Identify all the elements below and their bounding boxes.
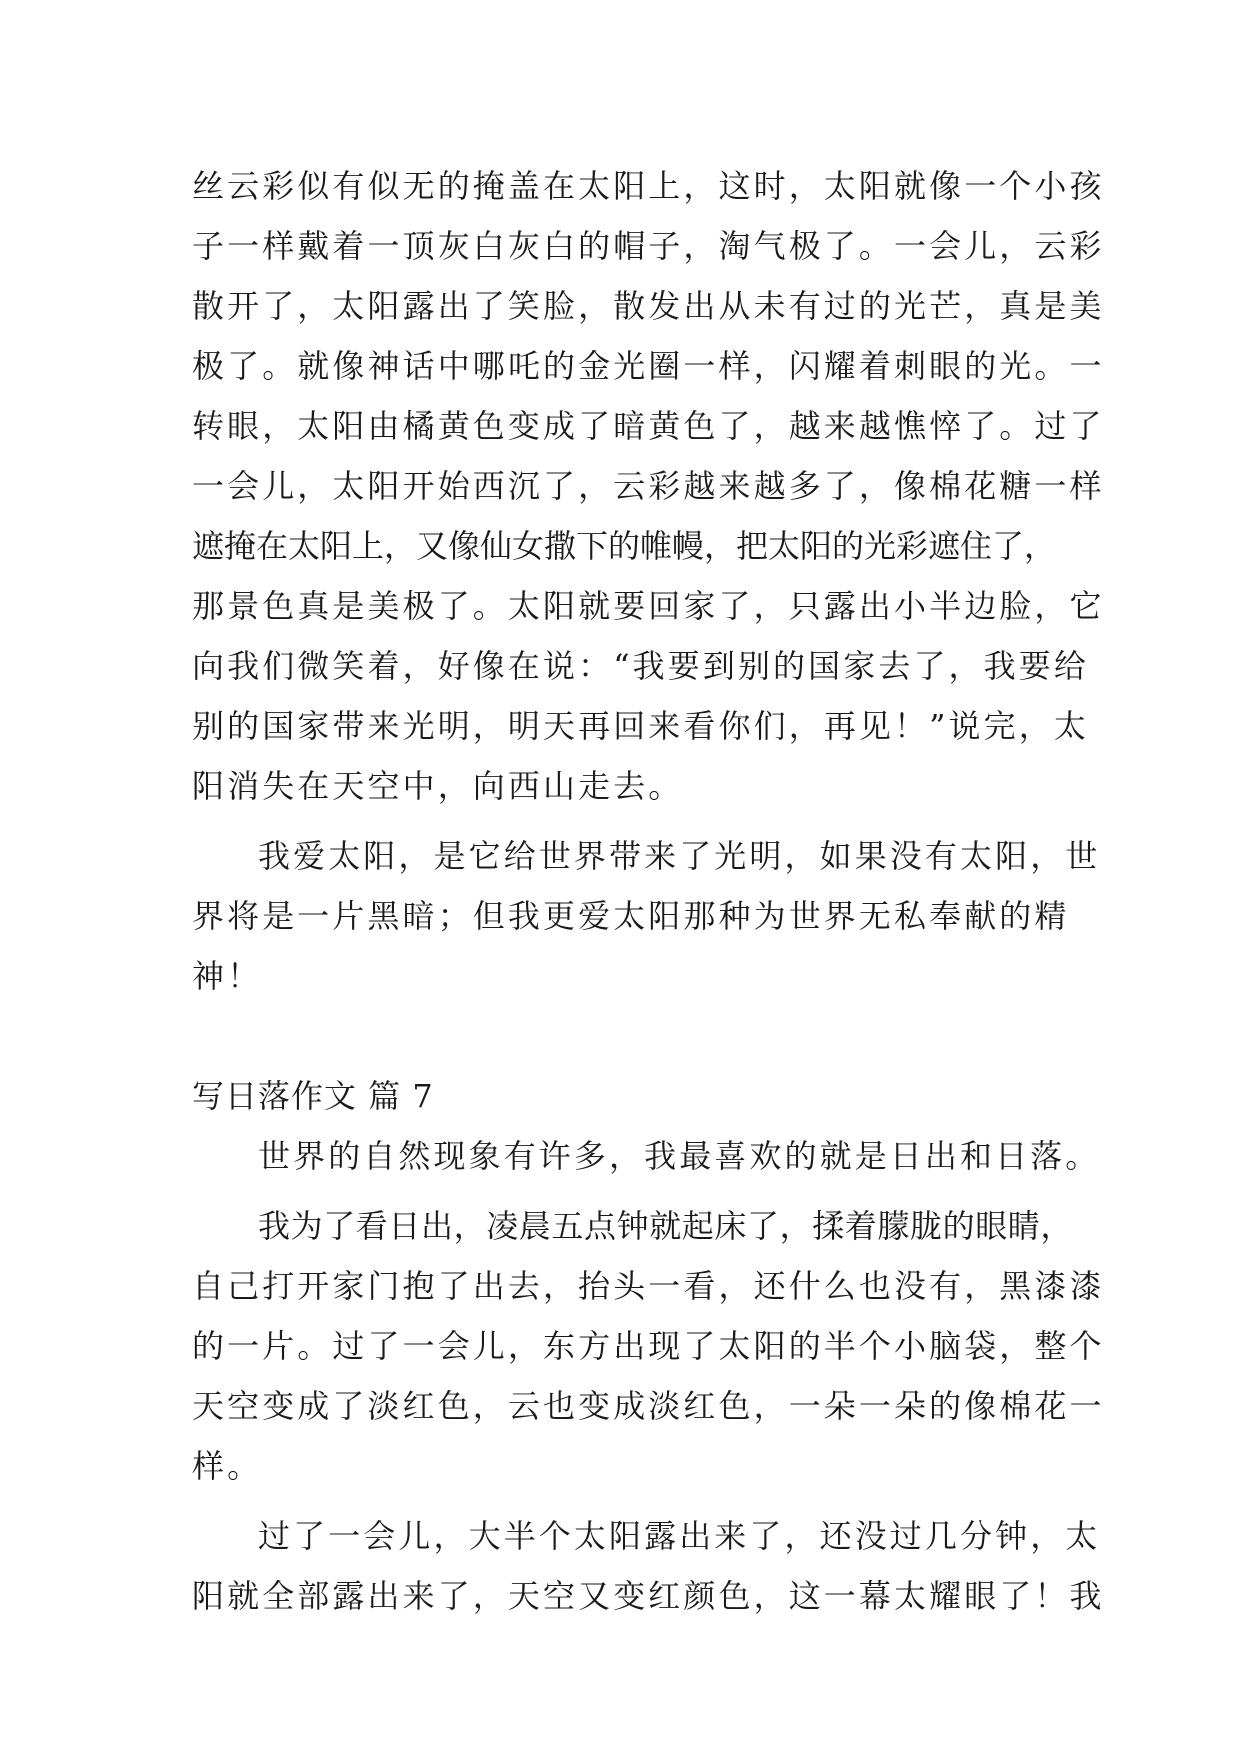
- line-text: 界将是一片黑暗；但我更爱太阳那种为世界无私奉献的精: [192, 897, 1070, 935]
- text-line: [0, 1256, 1241, 1316]
- text-line: [0, 336, 1241, 396]
- text-line: [0, 1436, 1241, 1496]
- line-text: 样。: [192, 1447, 263, 1485]
- line-text: 散开了，太阳露出了笑脸，散发出从未有过的光芒，真是美: [192, 287, 1105, 325]
- text-line: [0, 886, 1241, 946]
- text-line: [0, 456, 1241, 516]
- line-text: 世界的自然现象有许多，我最喜欢的就是日出和日落。: [258, 1137, 1101, 1175]
- line-text: 阳消失在天空中，向西山走去。: [192, 767, 684, 805]
- text-line: [0, 276, 1241, 336]
- line-text: 转眼，太阳由橘黄色变成了暗黄色了，越来越憔悴了。过了: [192, 407, 1105, 445]
- line-text: 我爱太阳，是它给世界带来了光明，如果没有太阳，世: [258, 837, 1101, 875]
- text-line: [0, 1506, 1241, 1566]
- line-text: 的一片。过了一会儿，东方出现了太阳的半个小脑袋，整个: [192, 1327, 1105, 1365]
- text-line: [0, 1316, 1241, 1376]
- text-line: [0, 826, 1241, 886]
- line-text: 子一样戴着一顶灰白灰白的帽子，淘气极了。一会儿，云彩: [192, 227, 1105, 265]
- line-text: 一会儿，太阳开始西沉了，云彩越来越多了，像棉花糖一样: [192, 467, 1105, 505]
- heading-text: 写日落作文 篇 7: [192, 1077, 434, 1115]
- text-line: [0, 1566, 1241, 1626]
- line-text: 神！: [192, 957, 263, 995]
- text-line: [0, 516, 1241, 576]
- line-text: 那景色真是美极了。太阳就要回家了，只露出小半边脸，它: [192, 587, 1105, 625]
- text-line: [0, 696, 1241, 756]
- text-line: [0, 576, 1241, 636]
- text-line: [0, 396, 1241, 456]
- text-line: [0, 216, 1241, 276]
- line-text: 极了。就像神话中哪吒的金光圈一样，闪耀着刺眼的光。一: [192, 347, 1105, 385]
- section-heading: [0, 1066, 1241, 1126]
- line-text: 遮掩在太阳上，又像仙女撒下的帷幔，把太阳的光彩遮住了，: [192, 527, 1057, 565]
- line-text: 别的国家带来光明，明天再回来看你们，再见！”说完，太: [192, 707, 1089, 745]
- text-line: [0, 946, 1241, 1006]
- text-line: [0, 636, 1241, 696]
- line-text: 向我们微笑着，好像在说：“我要到别的国家去了，我要给: [192, 647, 1089, 685]
- line-text: 过了一会儿，大半个太阳露出来了，还没过几分钟，太: [258, 1517, 1101, 1555]
- text-line: [0, 1376, 1241, 1436]
- line-text: 我为了看日出，凌晨五点钟就起床了，揉着朦胧的眼睛，: [258, 1207, 1074, 1245]
- line-text: 丝云彩似有似无的掩盖在太阳上，这时，太阳就像一个小孩: [192, 167, 1105, 205]
- text-line: [0, 756, 1241, 816]
- line-text: 天空变成了淡红色，云也变成淡红色，一朵一朵的像棉花一: [192, 1387, 1105, 1425]
- text-line: [0, 156, 1241, 216]
- text-line: [0, 1126, 1241, 1186]
- line-text: 阳就全部露出来了，天空又变红颜色，这一幕太耀眼了！我: [192, 1577, 1105, 1615]
- text-line: [0, 1196, 1241, 1256]
- line-text: 自己打开家门抱了出去，抬头一看，还什么也没有，黑漆漆: [192, 1267, 1105, 1305]
